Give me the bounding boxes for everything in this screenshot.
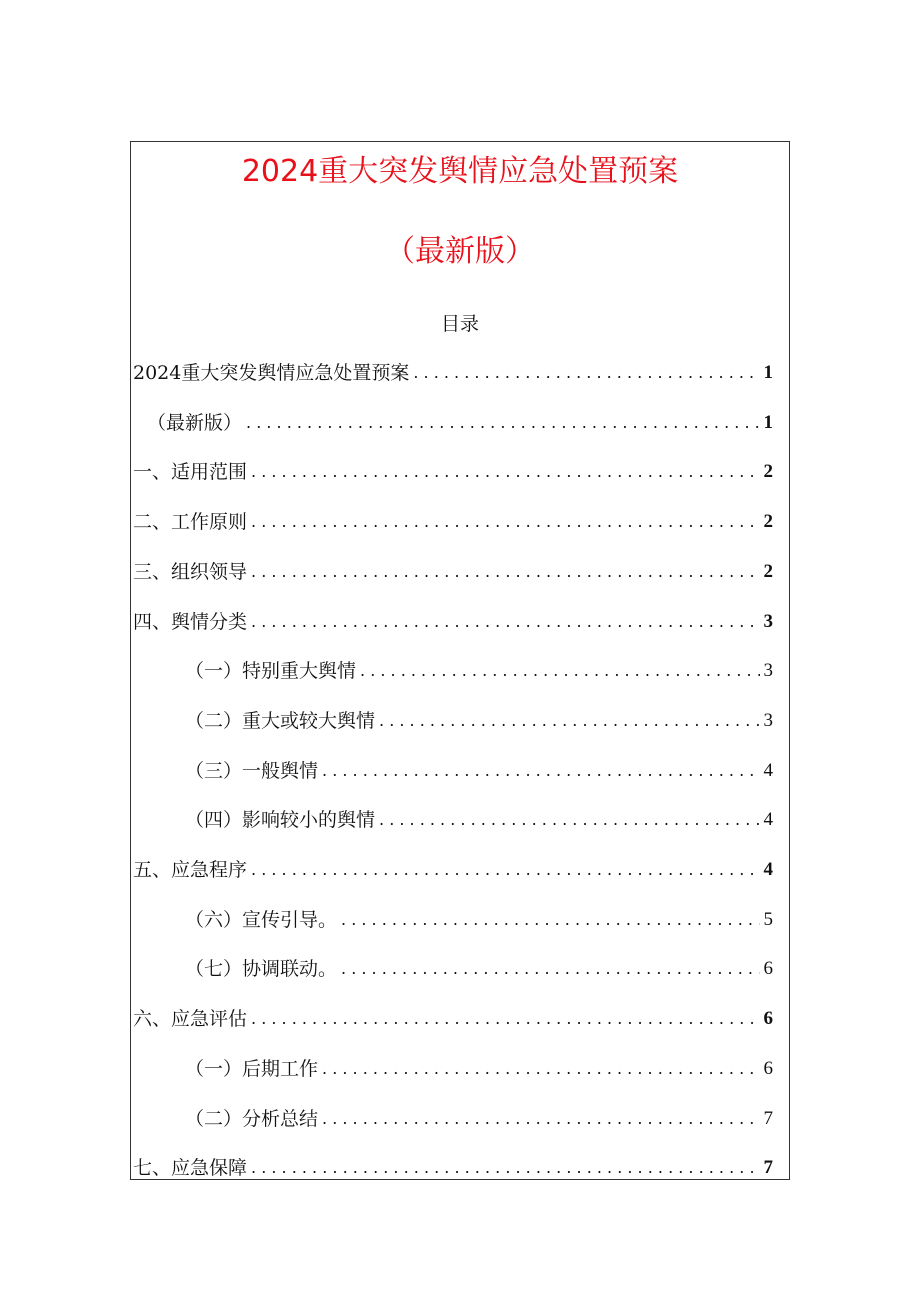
toc-entry-page-number: 3: [763, 660, 773, 682]
toc-heading: 目录: [440, 313, 479, 335]
toc-entry-page-number: 6: [763, 1008, 773, 1030]
toc-entry-label: 五、应急程序: [133, 859, 248, 881]
toc-entry-label: （三）一般舆情: [185, 759, 319, 782]
toc-entry-page-number: 5: [763, 908, 773, 930]
toc-dot-leader: [247, 607, 759, 637]
toc-entry[interactable]: [133, 408, 773, 438]
toc-entry-label: （七）协调联动。: [185, 958, 338, 981]
toc-entry[interactable]: [133, 656, 773, 686]
toc-dot-leader: [318, 756, 759, 786]
toc-entry[interactable]: [133, 805, 773, 835]
toc-entry-label: （六）宣传引导。: [185, 908, 338, 931]
toc-entry[interactable]: [133, 1004, 773, 1034]
toc-entry-page-number: 1: [763, 411, 773, 433]
toc-entry[interactable]: [133, 954, 773, 984]
toc-entry[interactable]: [133, 1104, 773, 1134]
toc-entry[interactable]: [133, 706, 773, 736]
toc-dot-leader: [356, 656, 759, 686]
toc-dot-leader: [375, 805, 759, 835]
toc-entry-label: 一、适用范围: [133, 461, 248, 484]
toc-entry-page-number: 7: [763, 1157, 773, 1179]
toc-entry-label: （四）影响较小的舆情: [185, 809, 376, 832]
toc-dot-leader: [247, 855, 759, 885]
toc-entry-page-number: 4: [763, 859, 773, 880]
toc-entry[interactable]: [133, 507, 773, 537]
toc-entry-label: （二）重大或较大舆情: [185, 709, 376, 732]
toc-entry[interactable]: [133, 457, 773, 487]
toc-entry-page-number: 3: [763, 709, 773, 731]
toc-entry[interactable]: [133, 557, 773, 587]
toc-entry[interactable]: [133, 607, 773, 637]
toc-dot-leader: [409, 358, 759, 388]
toc-dot-leader: [247, 1153, 759, 1183]
toc-entry-label: 三、组织领导: [133, 560, 248, 583]
document-subtitle: （最新版）: [385, 234, 535, 269]
toc-entry-page-number: 1: [763, 362, 773, 383]
toc-entry-page-number: 2: [763, 560, 773, 582]
toc-entry[interactable]: [133, 756, 773, 786]
toc-dot-leader: [247, 1004, 759, 1034]
toc-dot-leader: [318, 1104, 759, 1134]
toc-entry-page-number: 2: [763, 461, 773, 483]
toc-dot-leader: [337, 954, 759, 984]
toc-entry-label: 四、舆情分类: [133, 610, 248, 633]
toc-dot-leader: [242, 408, 759, 438]
toc-entry-page-number: 6: [763, 1057, 773, 1079]
toc-entry-page-number: 2: [763, 511, 773, 533]
toc-entry-page-number: 4: [763, 809, 773, 831]
toc-dot-leader: [375, 706, 759, 736]
toc-entry-label: 二、工作原则: [133, 511, 248, 534]
toc-entry-label: 七、应急保障: [133, 1157, 248, 1180]
toc-entry-label: （一）后期工作: [185, 1057, 319, 1080]
toc-dot-leader: [247, 457, 759, 487]
toc-entry-label: （最新版）: [147, 411, 243, 434]
toc-entry-page-number: 7: [763, 1107, 773, 1129]
toc-entry-label: 六、应急评估: [133, 1008, 248, 1031]
toc-entry-label: （一）特别重大舆情: [185, 660, 357, 683]
toc-entry[interactable]: [133, 358, 773, 388]
toc-dot-leader: [318, 1054, 759, 1084]
toc-entry[interactable]: [133, 905, 773, 935]
toc-entry[interactable]: [133, 1054, 773, 1084]
toc-dot-leader: [337, 905, 759, 935]
toc-entry-page-number: 3: [763, 610, 773, 632]
toc-entry-label: 2024重大突发舆情应急处置预案: [133, 362, 410, 384]
toc-entry[interactable]: [133, 1153, 773, 1183]
toc-dot-leader: [247, 557, 759, 587]
toc-entry[interactable]: [133, 855, 773, 885]
toc-entry-page-number: 6: [763, 958, 773, 980]
toc-entry-label: （二）分析总结: [185, 1107, 319, 1130]
toc-entry-page-number: 4: [763, 759, 773, 781]
document-title: 2024重大突发舆情应急处置预案: [241, 154, 679, 189]
toc-dot-leader: [247, 507, 759, 537]
